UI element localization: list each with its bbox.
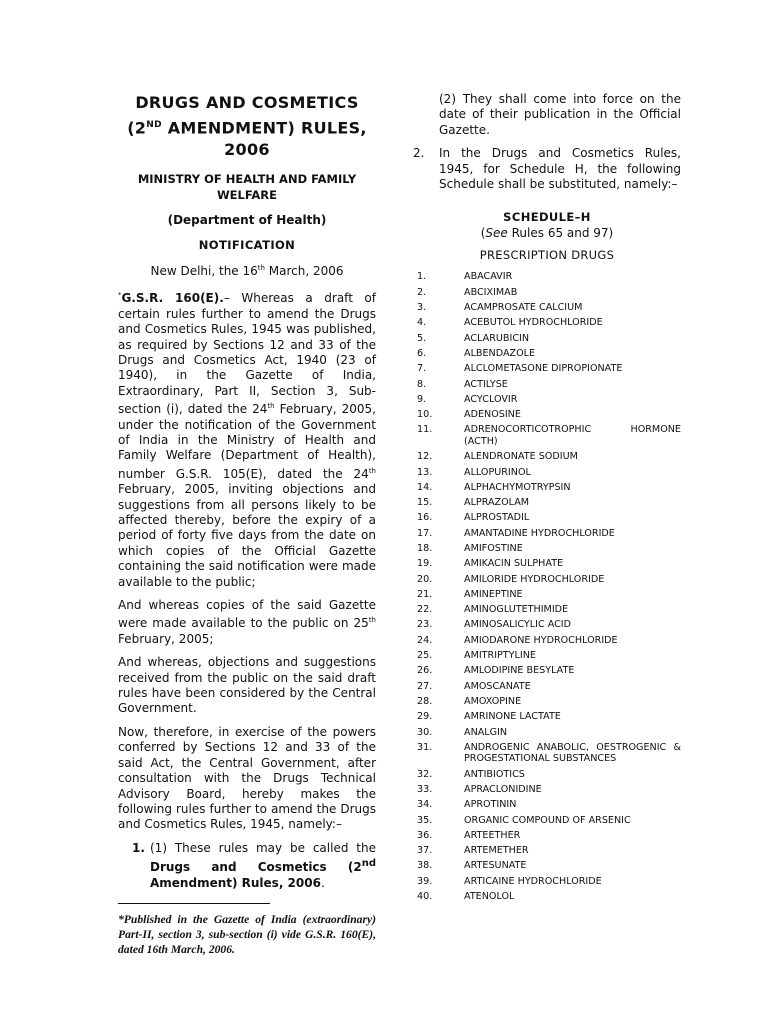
drug-number: 22. [417, 604, 433, 616]
p2-part-a: And whereas copies of the said Gazette were made available to the public on 25 [118, 598, 376, 631]
rule-1-end: . [320, 875, 325, 890]
drug-list-item [413, 860, 681, 872]
rule-2-text: In the Drugs and Cosmetics Rules, 1945, for Schedule H, the following Schedule shall be substituted, namely:– [439, 146, 681, 192]
drug-number: 21. [417, 588, 433, 600]
prescription-heading: PRESCRIPTION DRUGS [479, 248, 615, 263]
drug-number: 24. [417, 634, 433, 646]
drug-number: 29. [417, 711, 433, 723]
title-line-3: 2006 [224, 140, 270, 160]
drug-name: ATENOLOL [464, 891, 515, 903]
notification-date [118, 259, 376, 280]
ministry-heading: MINISTRY OF HEALTH AND FAMILY WELFARE [137, 172, 357, 203]
drug-number: 12. [417, 451, 433, 463]
drug-number: 5. [417, 332, 427, 344]
rule-1 [132, 841, 376, 891]
drug-number: 27. [417, 680, 433, 692]
drug-list-item [413, 769, 681, 781]
drug-name: ALLOPURINOL [464, 466, 531, 478]
drug-list-item [413, 302, 681, 314]
drug-list-item [413, 727, 681, 739]
drug-number: 38. [417, 860, 433, 872]
drug-list-item [413, 815, 681, 827]
drug-list-item [413, 696, 681, 708]
drug-number: 17. [417, 527, 433, 539]
drug-list-item [413, 784, 681, 796]
drug-list-item [413, 604, 681, 616]
drug-list-item [413, 558, 681, 570]
paragraph-whereas-objections: And whereas, objections and suggestions received from the public on the said draft rules have been considered by the Central Government. [118, 655, 376, 716]
date-pre: New Delhi, the 16 [150, 264, 258, 279]
drug-number: 19. [417, 558, 433, 570]
title-line-2-pre: (2 [127, 118, 147, 138]
drug-number: 28. [417, 695, 433, 707]
drug-list-item [413, 497, 681, 509]
drug-name: AMIODARONE HYDROCHLORIDE [464, 634, 618, 646]
drug-name: APROTININ [464, 799, 517, 811]
drug-list-item [413, 742, 681, 765]
drug-number: 30. [417, 726, 433, 738]
p1-part-c: February, 2005, inviting objections and suggestions from all persons likely to be affected thereby, before the expiry of a period of forty five days from the date on which copies of the Official Gazette containing the said notification were made available to the public; [118, 482, 376, 589]
drug-number: 3. [417, 302, 427, 314]
drug-name: ADRENOCORTICOTROPHIC HORMONE (ACTH) [464, 424, 681, 447]
p1-sup-2: th [368, 466, 376, 475]
drug-name: AMITRIPTYLINE [464, 650, 536, 662]
drug-list-item [413, 271, 681, 283]
drug-name: ALPHACHYMOTRYPSIN [464, 481, 571, 493]
footnote: *Published in the Gazette of India (extraordinary) Part-II, section 3, sub-section (i) vide G.S.R. 160(E), dated 16th March, 2006. [118, 912, 376, 956]
rule-2-number: 2. [413, 146, 425, 161]
drug-list-item [413, 379, 681, 391]
drug-name: ANTIBIOTICS [464, 768, 525, 780]
drug-list-item [413, 681, 681, 693]
drug-name: ABACAVIR [464, 271, 513, 283]
rule-1-title-a: Drugs and Cosmetics (2 [150, 860, 362, 875]
date-sup: th [257, 264, 265, 273]
drug-name: ACYCLOVIR [464, 393, 518, 405]
drug-list-item [413, 348, 681, 360]
rule-1-title-b: Amendment) Rules, 2006 [150, 875, 321, 890]
schedule-reference [413, 225, 681, 241]
drug-number: 25. [417, 650, 433, 662]
drug-list-item [413, 650, 681, 662]
drug-list-item [413, 333, 681, 345]
department-heading: (Department of Health) [167, 213, 327, 228]
drug-name: AMIFOSTINE [464, 542, 523, 554]
drug-number: 26. [417, 665, 433, 677]
drug-list-item [413, 635, 681, 647]
drug-number: 23. [417, 619, 433, 631]
drug-number: 33. [417, 783, 433, 795]
drug-list-item [413, 467, 681, 479]
paragraph-whereas-copies [118, 598, 376, 647]
rule-1-number: 1. [132, 840, 145, 855]
drug-list-item [413, 711, 681, 723]
drug-name: ARTEETHER [464, 829, 521, 841]
drug-list-item [413, 574, 681, 586]
drug-name: ARTESUNATE [464, 860, 527, 872]
rule-2 [413, 146, 681, 192]
drug-name: ANALGIN [464, 726, 508, 738]
drug-number: 15. [417, 497, 433, 509]
drug-name: ALPRAZOLAM [464, 497, 530, 509]
title-line-1: DRUGS AND COSMETICS [135, 93, 359, 112]
drug-list-item [413, 424, 681, 447]
footnote-divider [118, 903, 270, 904]
drug-list-item [413, 409, 681, 421]
drug-list-item [413, 799, 681, 811]
drug-name: AMOSCANATE [464, 680, 531, 692]
drug-number: 4. [417, 317, 427, 329]
drug-number: 20. [417, 573, 433, 585]
p1-sup-1: th [267, 402, 275, 411]
drug-name: ABCIXIMAB [464, 286, 518, 298]
drug-name: AMILORIDE HYDROCHLORIDE [464, 573, 605, 585]
drug-number: 16. [417, 512, 433, 524]
drug-number: 8. [417, 378, 427, 390]
drug-name: ACEBUTOL HYDROCHLORIDE [464, 317, 603, 329]
see-word: See [485, 226, 508, 241]
drug-number: 7. [417, 363, 427, 375]
drug-number: 2. [417, 286, 427, 298]
drug-name: ARTEMETHER [464, 845, 529, 857]
footnote-marker: * [118, 291, 122, 300]
drug-name: ALBENDAZOLE [464, 347, 536, 359]
title-line-2 [118, 114, 376, 139]
rule-1-text-a: (1) These rules may be called the [150, 840, 376, 855]
drug-number: 10. [417, 409, 433, 421]
drug-number: 14. [417, 481, 433, 493]
drug-list-item [413, 451, 681, 463]
drug-number: 31. [417, 741, 433, 753]
rule-1-subsection-2: (2) They shall come into force on the date of their publication in the Official Gazette. [439, 92, 681, 137]
drug-name: ALCLOMETASONE DIPROPIONATE [464, 363, 623, 375]
drug-list-item [413, 589, 681, 601]
drug-name: AMRINONE LACTATE [464, 711, 561, 723]
see-rest: Rules 65 and 97) [507, 226, 614, 241]
drug-list-item [413, 287, 681, 299]
drug-name: ANDROGENIC ANABOLIC, OESTROGENIC & PROGESTATIONAL SUBSTANCES [464, 741, 681, 765]
drug-number: 37. [417, 845, 433, 857]
p2-part-b: February, 2005; [118, 631, 214, 646]
rule-1-sup: nd [361, 858, 376, 870]
left-column [118, 92, 376, 957]
drug-name: AMOXOPINE [464, 695, 522, 707]
drug-number: 18. [417, 542, 433, 554]
drug-list-item [413, 363, 681, 375]
drug-number: 34. [417, 799, 433, 811]
gsr-number: G.S.R. 160(E). [121, 291, 224, 306]
drug-name: ACLARUBICIN [464, 332, 530, 344]
drug-name: AMINOGLUTETHIMIDE [464, 604, 569, 616]
document-title [118, 92, 376, 161]
drug-name: ARTICAINE HYDROCHLORIDE [464, 875, 602, 887]
drug-list-item [413, 665, 681, 677]
drug-name: ALENDRONATE SODIUM [464, 451, 578, 463]
drug-number: 35. [417, 814, 433, 826]
drug-number: 39. [417, 875, 433, 887]
drug-name: APRACLONIDINE [464, 783, 542, 795]
drug-list-item [413, 482, 681, 494]
drug-number: 13. [417, 466, 433, 478]
p2-sup: th [368, 616, 376, 625]
drug-number: 36. [417, 829, 433, 841]
drug-list-item [413, 317, 681, 329]
drug-list-item [413, 619, 681, 631]
drug-list-item [413, 891, 681, 903]
drug-number: 40. [417, 891, 433, 903]
drug-name: AMLODIPINE BESYLATE [464, 665, 575, 677]
drug-list-item [413, 394, 681, 406]
paragraph-gsr [118, 288, 376, 590]
drug-name: ALPROSTADIL [464, 512, 530, 524]
drug-name: AMINEPTINE [464, 588, 523, 600]
drug-list-item [413, 876, 681, 888]
right-column [413, 92, 681, 906]
drug-number: 11. [417, 424, 433, 436]
drug-name: ADENOSINE [464, 409, 521, 421]
drug-list-item [413, 830, 681, 842]
drug-list-item [413, 528, 681, 540]
paragraph-now-therefore: Now, therefore, in exercise of the powers conferred by Sections 12 and 33 of the said Act, the Central Government, after consultation with the Drugs Technical Advisory Board, hereby makes the following rules further to amend the Drugs and Cosmetics Rules, 1945, namely:– [118, 724, 376, 832]
drug-list-item [413, 543, 681, 555]
schedule-title: SCHEDULE–H [503, 210, 591, 225]
see-open: ( [480, 226, 486, 241]
drug-list [413, 271, 681, 902]
rule-1-text [150, 841, 376, 891]
drug-number: 6. [417, 347, 427, 359]
drug-list-item [413, 512, 681, 524]
drug-name: AMANTADINE HYDROCHLORIDE [464, 527, 615, 539]
title-line-2-sup: ND [146, 120, 162, 130]
drug-list-item [413, 845, 681, 857]
title-line-2-post: AMENDMENT) RULES, [161, 118, 367, 138]
date-post: March, 2006 [264, 264, 344, 279]
drug-number: 1. [417, 271, 427, 283]
drug-number: 32. [417, 768, 433, 780]
drug-number: 9. [417, 393, 427, 405]
drug-name: ORGANIC COMPOUND OF ARSENIC [464, 814, 631, 826]
p1-part-a: – Whereas a draft of certain rules further to amend the Drugs and Cosmetics Rules, 1945 was published, as required by Sections 12 and 33 of the Drugs and Cosmetics Act, 1940 (23 of 1940), in the Gazette of India, Extraordinary, Part II, Section 3, Sub-section (i), dated the 24 [118, 291, 376, 417]
drug-name: ACAMPROSATE CALCIUM [464, 302, 583, 314]
drug-name: AMIKACIN SULPHATE [464, 558, 564, 570]
drug-name: AMINOSALICYLIC ACID [464, 619, 572, 631]
drug-name: ACTILYSE [464, 378, 508, 390]
p1-part-b: February, 2005, under the notification of the Government of India in the Ministry of Health and Family Welfare (Department of Health), number G.S.R. 105(E), dated the 24 [118, 402, 376, 481]
notification-heading: NOTIFICATION [198, 238, 296, 253]
